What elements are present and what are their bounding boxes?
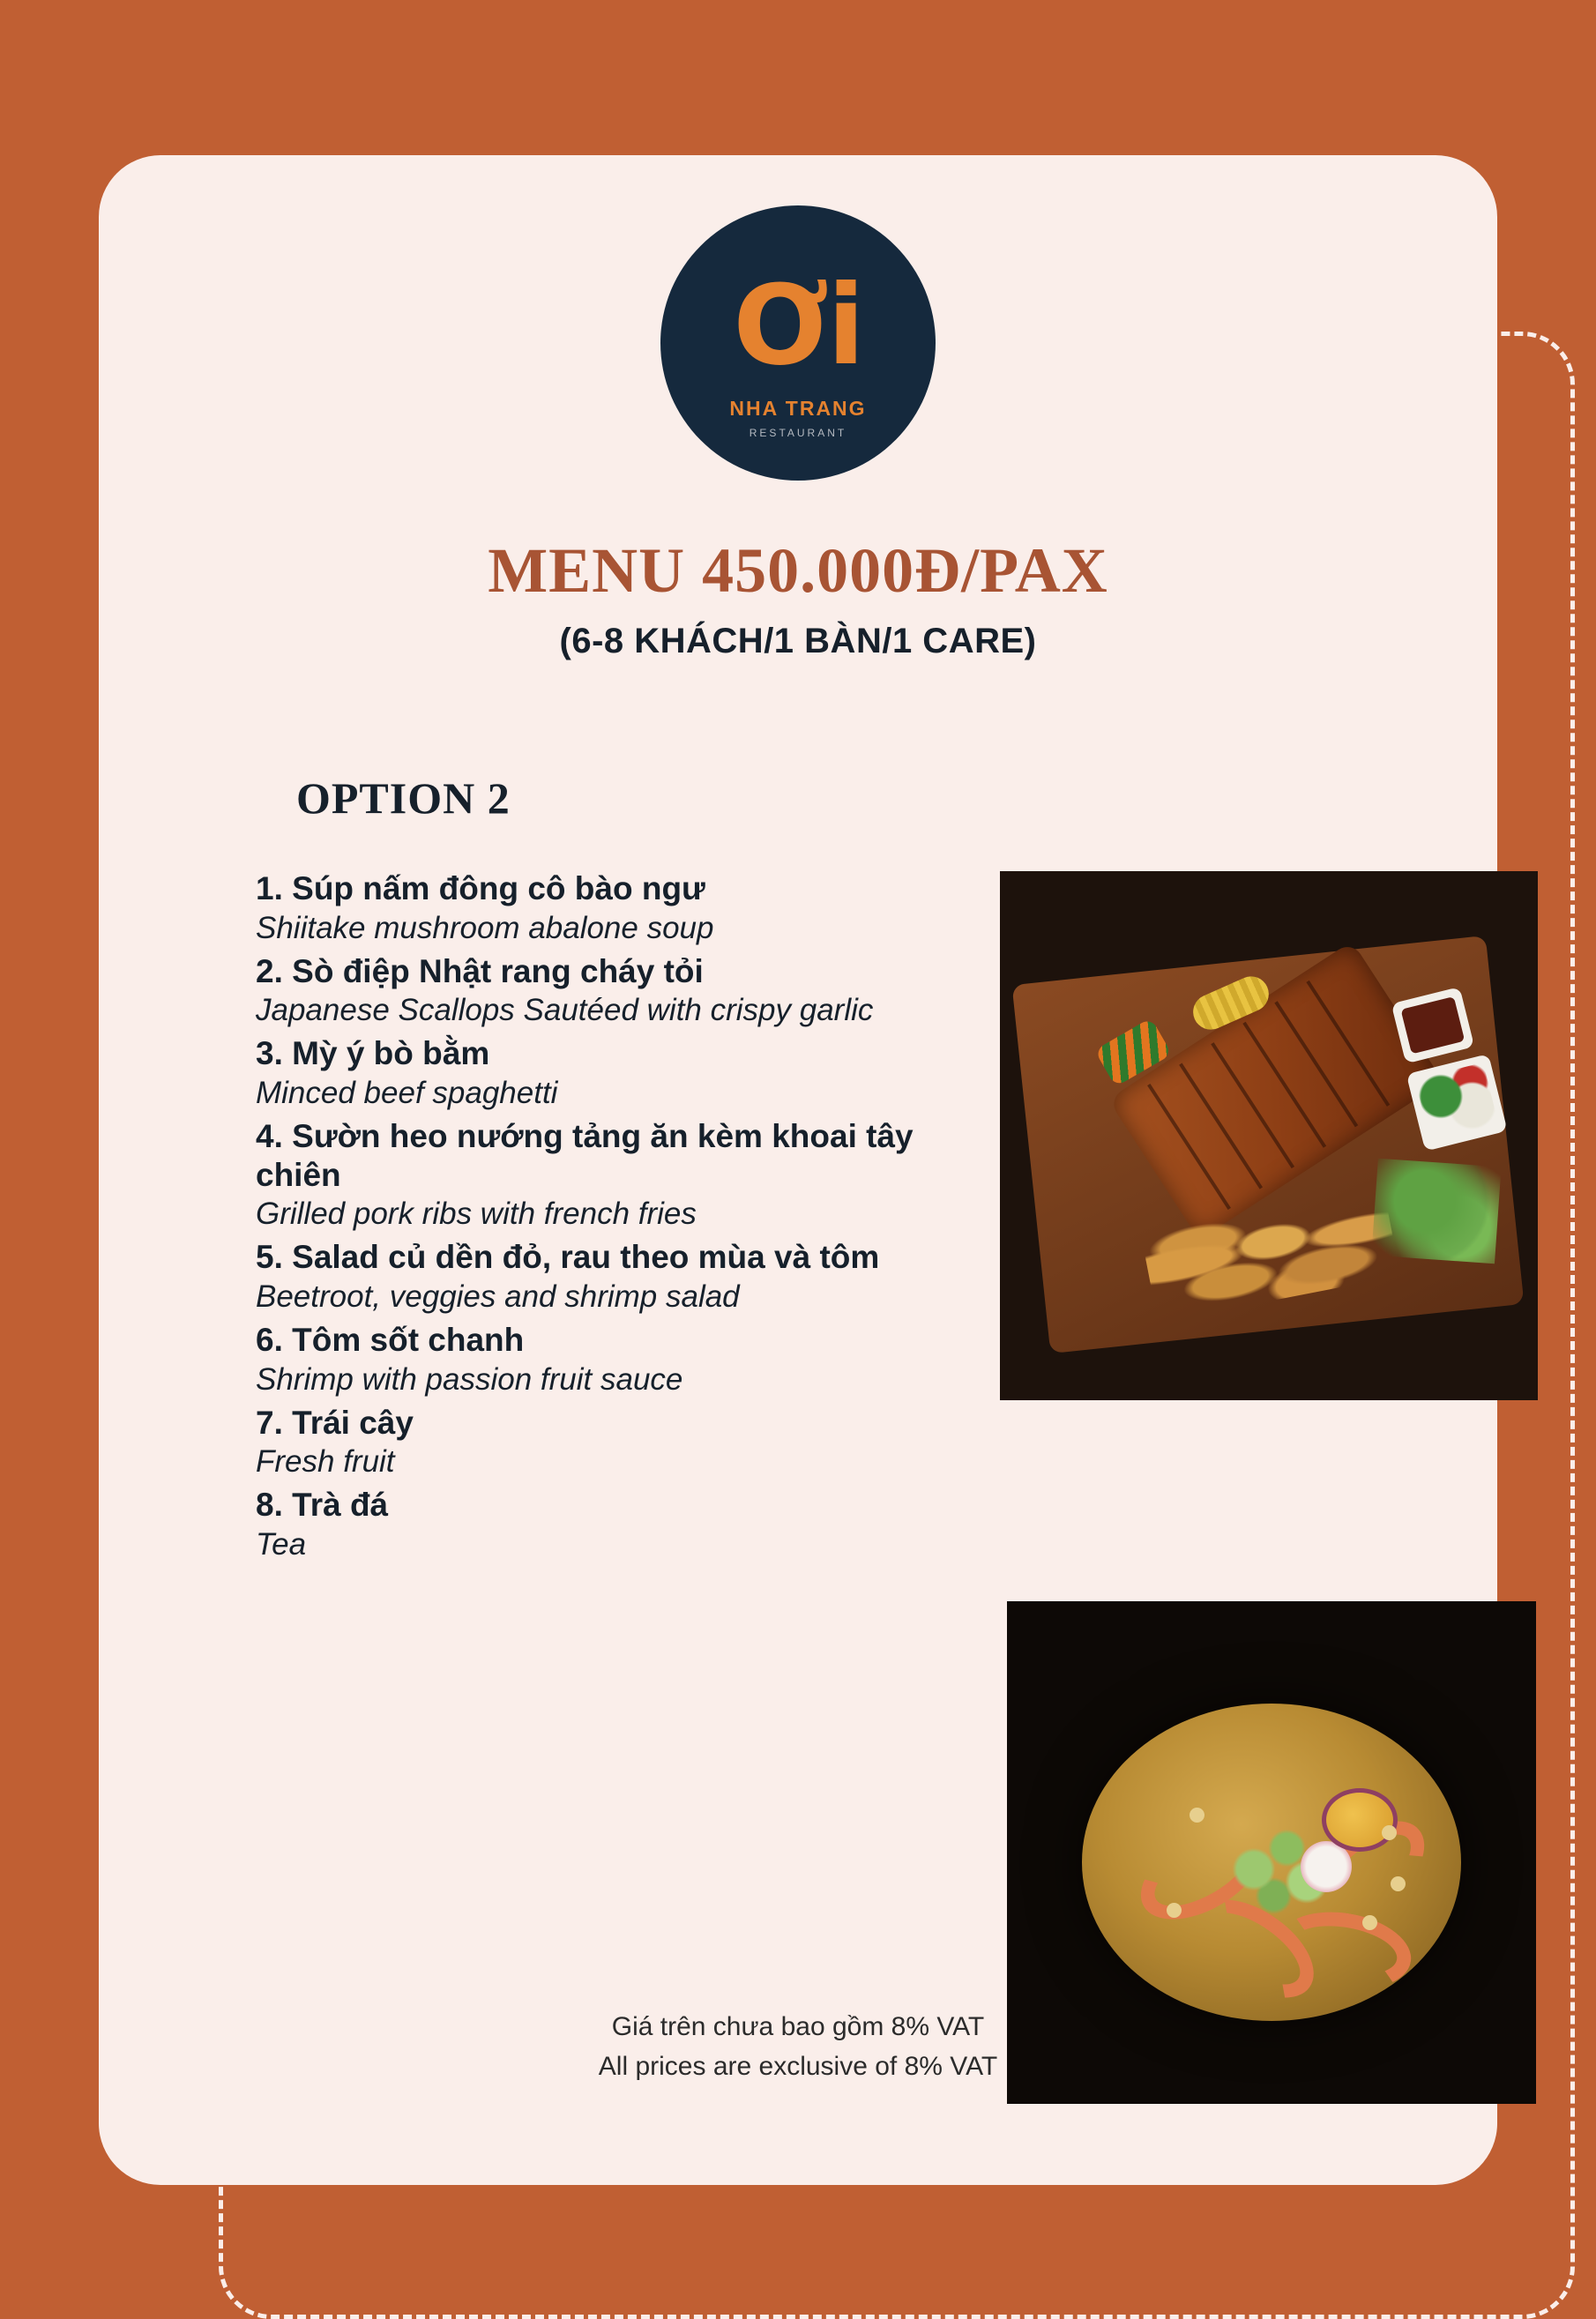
option-label: OPTION 2 bbox=[296, 773, 511, 823]
passion-fruit-sauce bbox=[1322, 1788, 1398, 1852]
restaurant-logo bbox=[649, 194, 947, 492]
logo-restaurant-name: NHA TRANG bbox=[729, 396, 867, 420]
vat-note-en: All prices are exclusive of 8% VAT bbox=[598, 2052, 998, 2081]
logo-restaurant-subtitle: RESTAURANT bbox=[749, 426, 847, 439]
dish-name-en: Tea bbox=[256, 1526, 307, 1562]
sauce-pearl bbox=[1190, 1808, 1204, 1823]
dish-list bbox=[256, 869, 988, 1569]
sauce-cup bbox=[1391, 987, 1475, 1063]
dish-name-vi: 2. Sò điệp Nhật rang cháy tỏi bbox=[256, 952, 704, 989]
sauce-pearl bbox=[1362, 1915, 1377, 1930]
dish-name-vi: 3. Mỳ ý bò bằm bbox=[256, 1035, 490, 1072]
grilled-pork-ribs-photo bbox=[1000, 871, 1538, 1400]
dish-name-en: Minced beef spaghetti bbox=[256, 1075, 558, 1110]
menu-header bbox=[99, 534, 1497, 661]
list-item bbox=[256, 1404, 988, 1481]
list-item bbox=[256, 869, 988, 947]
dish-name-vi: 5. Salad củ dền đỏ, rau theo mùa và tôm bbox=[256, 1239, 880, 1276]
dish-name-vi: 4. Sườn heo nướng tảng ăn kèm khoai tây chiên bbox=[256, 1117, 914, 1193]
list-item bbox=[256, 1034, 988, 1112]
sauce-pearl bbox=[1391, 1876, 1406, 1891]
salad-greens-garnish bbox=[1371, 1159, 1501, 1264]
menu-page bbox=[99, 155, 1497, 2185]
list-item bbox=[256, 1117, 988, 1233]
sauce-pearl bbox=[1167, 1903, 1182, 1918]
footer-note bbox=[99, 2007, 1497, 2086]
logo-mark-icon: Ơi bbox=[732, 261, 864, 390]
dish-name-en: Japanese Scallops Sautéed with crispy garlic bbox=[256, 993, 874, 1028]
dish-name-en: Fresh fruit bbox=[256, 1444, 395, 1480]
dish-name-en: Shrimp with passion fruit sauce bbox=[256, 1361, 683, 1397]
logo-circle bbox=[660, 205, 936, 481]
list-item bbox=[256, 1321, 988, 1398]
list-item bbox=[256, 1486, 988, 1563]
sauce-pearl bbox=[1382, 1825, 1397, 1840]
dish-name-en: Shiitake mushroom abalone soup bbox=[256, 910, 714, 945]
list-item bbox=[256, 1238, 988, 1316]
dish-name-en: Grilled pork ribs with french fries bbox=[256, 1197, 697, 1232]
brass-plate bbox=[1082, 1704, 1461, 2021]
dish-name-vi: 7. Trái cây bbox=[256, 1404, 414, 1441]
dish-name-vi: 6. Tôm sốt chanh bbox=[256, 1321, 525, 1358]
vat-note-vi: Giá trên chưa bao gồm 8% VAT bbox=[611, 2012, 985, 2041]
list-item bbox=[256, 952, 988, 1030]
page-subtitle: (6-8 KHÁCH/1 BÀN/1 CARE) bbox=[559, 622, 1037, 660]
dish-name-vi: 8. Trà đá bbox=[256, 1487, 389, 1524]
dish-name-en: Beetroot, veggies and shrimp salad bbox=[256, 1279, 740, 1314]
page-title: MENU 450.000Đ/PAX bbox=[488, 535, 1108, 606]
wooden-tray bbox=[1012, 936, 1525, 1353]
dish-name-vi: 1. Súp nấm đông cô bào ngư bbox=[256, 870, 705, 906]
